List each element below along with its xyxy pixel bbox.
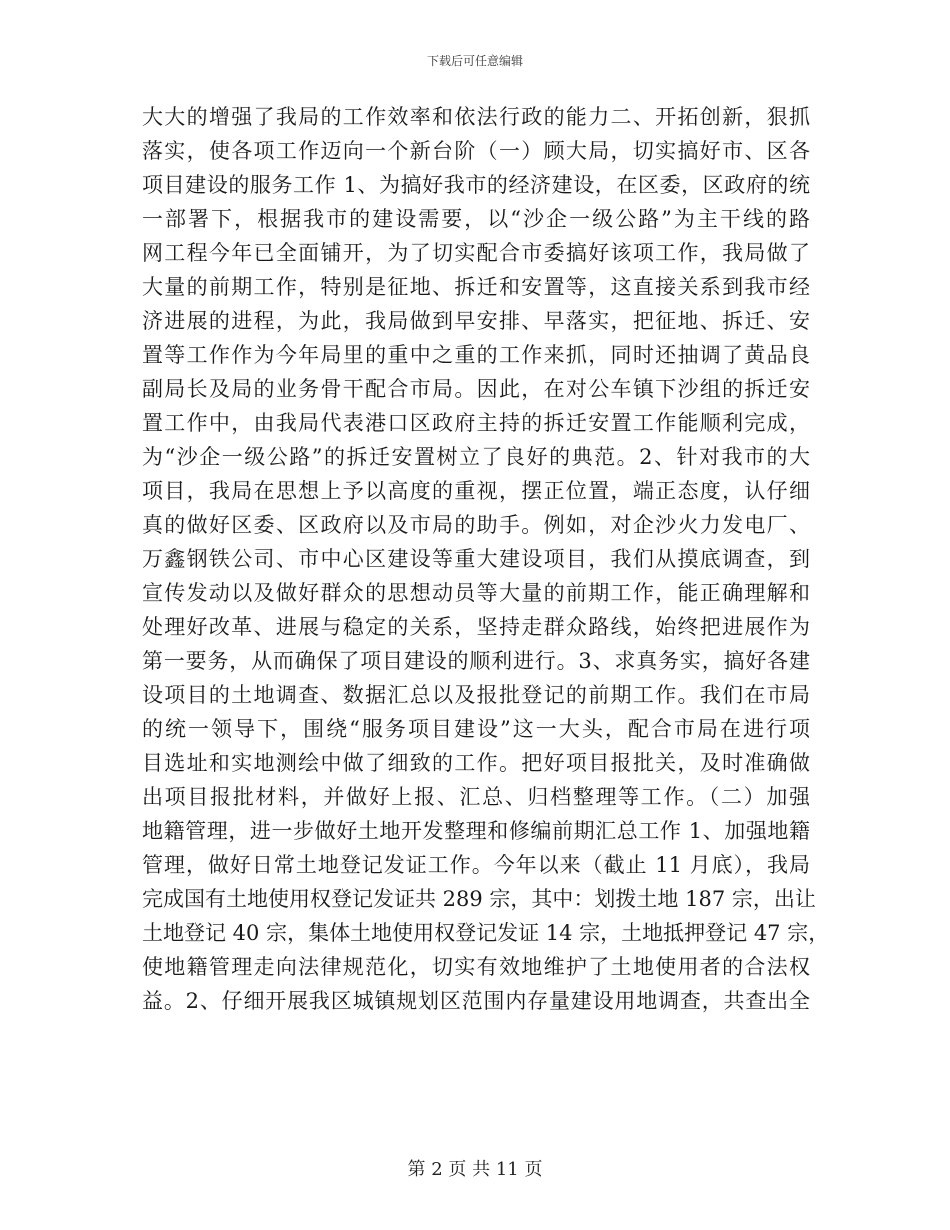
page-number-footer: 第 2 页 共 11 页 bbox=[407, 1159, 543, 1180]
text-line: 项目建设的服务工作 1、为搞好我市的经济建设，在区委，区政府的统 bbox=[142, 173, 810, 197]
text-line: 目选址和实地测绘中做了细致的工作。把好项目报批关，及时准确做 bbox=[142, 751, 810, 775]
text-line: 益。2、仔细开展我区城镇规划区范围内存量建设用地调查，共查出全 bbox=[142, 989, 810, 1013]
text-line: 大量的前期工作，特别是征地、拆迁和安置等，这直接关系到我市经 bbox=[142, 275, 810, 299]
text-line: 为“沙企一级公路”的拆迁安置树立了良好的典范。2、针对我市的大 bbox=[142, 445, 810, 469]
text-line: 使地籍管理走向法律规范化，切实有效地维护了土地使用者的合法权 bbox=[142, 955, 810, 979]
text-line: 第一要务，从而确保了项目建设的顺利进行。3、求真务实，搞好各建 bbox=[142, 649, 810, 673]
text-line: 万鑫钢铁公司、市中心区建设等重大建设项目，我们从摸底调查，到 bbox=[142, 547, 810, 571]
document-body bbox=[142, 100, 830, 1018]
text-line: 网工程今年已全面铺开，为了切实配合市委搞好该项工作，我局做了 bbox=[142, 241, 810, 265]
text-line: 一部署下，根据我市的建设需要，以“沙企一级公路”为主干线的路 bbox=[142, 207, 810, 231]
text-line: 管理，做好日常土地登记发证工作。今年以来（截止 11 月底），我局 bbox=[142, 853, 810, 877]
text-line: 土地登记 40 宗，集体土地使用权登记发证 14 宗，土地抵押登记 47 宗， bbox=[142, 921, 830, 945]
text-line: 地籍管理，进一步做好土地开发整理和修编前期汇总工作 1、加强地籍 bbox=[142, 819, 810, 843]
text-line: 的统一领导下，围绕“服务项目建设”这一大头，配合市局在进行项 bbox=[142, 717, 810, 741]
text-line: 处理好改革、进展与稳定的关系，坚持走群众路线，始终把进展作为 bbox=[142, 615, 810, 639]
text-line: 真的做好区委、区政府以及市局的助手。例如，对企沙火力发电厂、 bbox=[142, 513, 810, 537]
text-line: 完成国有土地使用权登记发证共 289 宗，其中：划拨土地 187 宗，出让 bbox=[142, 887, 816, 911]
text-line: 设项目的土地调查、数据汇总以及报批登记的前期工作。我们在市局 bbox=[142, 683, 810, 707]
text-line: 项目，我局在思想上予以高度的重视，摆正位置，端正态度，认仔细 bbox=[142, 479, 810, 503]
page-header-note: 下载后可任意编辑 bbox=[426, 54, 523, 68]
text-line: 宣传发动以及做好群众的思想动员等大量的前期工作，能正确理解和 bbox=[142, 581, 810, 605]
text-line: 置工作中，由我局代表港口区政府主持的拆迁安置工作能顺利完成， bbox=[142, 411, 810, 435]
text-line: 大大的增强了我局的工作效率和依法行政的能力二、开拓创新，狠抓 bbox=[142, 105, 810, 129]
text-line: 济进展的进程，为此，我局做到早安排、早落实，把征地、拆迁、安 bbox=[142, 309, 810, 333]
text-line: 出项目报批材料，并做好上报、汇总、归档整理等工作。（二）加强 bbox=[142, 785, 810, 809]
text-line: 落实，使各项工作迈向一个新台阶（一）顾大局，切实搞好市、区各 bbox=[142, 139, 810, 163]
text-line: 置等工作作为今年局里的重中之重的工作来抓，同时还抽调了黄品良 bbox=[142, 343, 810, 367]
text-line: 副局长及局的业务骨干配合市局。因此，在对公车镇下沙组的拆迁安 bbox=[142, 377, 810, 401]
